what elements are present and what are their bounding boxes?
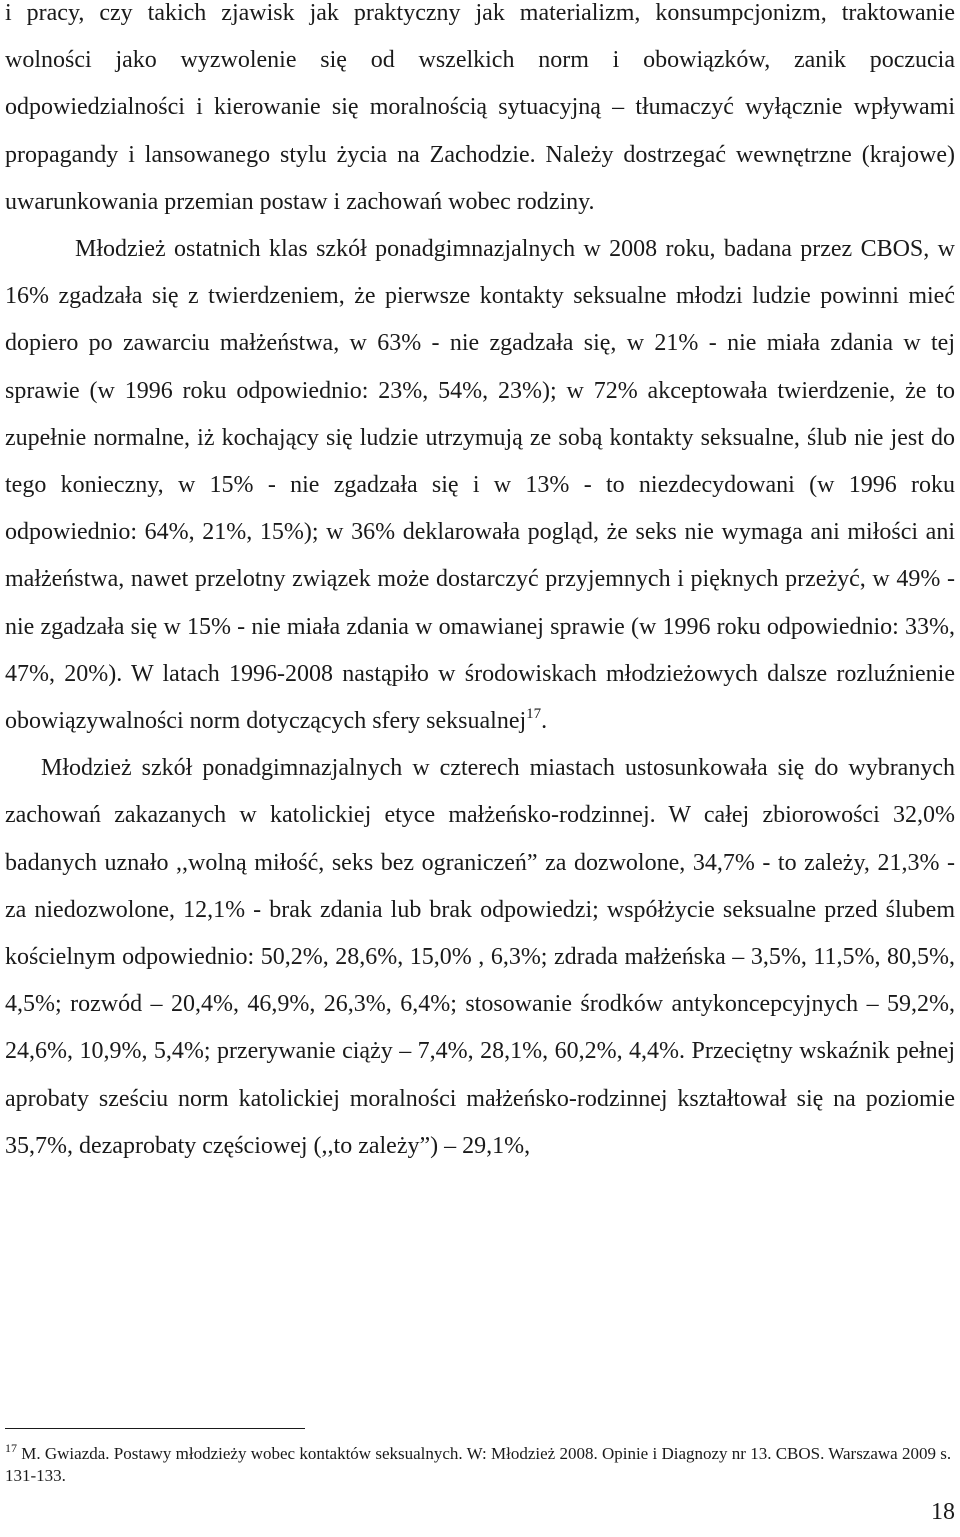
footnote-separator (5, 1428, 305, 1429)
footnote-number: 17 (5, 1441, 17, 1455)
paragraph-1-text: i pracy, czy takich zjawisk jak praktyczny jak materializm, konsumpcjonizm, traktowanie wolności jako wyzwolenie się od wszelkich norm i obowiązków, zanik poczucia odpowiedzialności i kierowanie się moralnością sytuacyjną – tłumaczyć wyłącznie wpływami propagandy i lansowanego stylu życia na Zachodzie. Należy dostrzegać wewnętrzne (krajowe) uwarunkowania przemian postaw i zachowań wobec rodziny. (5, 0, 955, 215)
paragraph-2 (5, 226, 955, 745)
page-number: 18 (931, 1499, 955, 1525)
footnote-text: M. Gwiazda. Postawy młodzieży wobec kontaktów seksualnych. W: Młodzież 2008. Opinie i Diagnozy nr 13. CBOS. Warszawa 2009 s. 131-133. (5, 1444, 952, 1485)
footnote-reference[interactable]: 17 (526, 706, 542, 723)
paragraph-3-text: Młodzież szkół ponadgimnazjalnych w czterech miastach ustosunkowała się do wybranych zachowań zakazanych w katolickiej etyce małżeńsko-rodzinnej. W całej zbiorowości 32,0% badanych uznało ,,wolną miłość, seks bez ograniczeń” za dozwolone, 34,7% - to zależy, 21,3% - za niedozwolone, 12,1% - brak zdania lub brak odpowiedzi; współżycie seksualne przed ślubem kościelnym odpowiednio: 50,2%, 28,6%, 15,0% , 6,3%; zdrada małżeńska – 3,5%, 11,5%, 80,5%, 4,5%; rozwód – 20,4%, 46,9%, 26,3%, 6,4%; stosowanie środków antykoncepcyjnych – 59,2%, 24,6%, 10,9%, 5,4%; przerywanie ciąży – 7,4%, 28,1%, 60,2%, 4,4%. Przeciętny wskaźnik pełnej aprobaty sześciu norm katolickiej moralności małżeńsko-rodzinnej kształtował się na poziomie 35,7%, dezaprobaty częściowej (,,to zależy”) – 29,1%, (5, 755, 955, 1159)
paragraph-2-text: Młodzież ostatnich klas szkół ponadgimnazjalnych w 2008 roku, badana przez CBOS, w 16% zgadzała się z twierdzeniem, że pierwsze kontakty seksualne młodzi ludzie powinni mieć dopiero po zawarciu małżeństwa, w 63% - nie zgadzała się, w 21% - nie miała zdania w tej sprawie (w 1996 roku odpowiednio: 23%, 54%, 23%); w 72% akceptowała twierdzenie, że to zupełnie normalne, iż kochający się ludzie utrzymują ze sobą kontakty seksualne, ślub nie jest do tego konieczny, w 15% - nie zgadzała się i w 13% - to niezdecydowani (w 1996 roku odpowiednio: 64%, 21%, 15%); w 36% deklarowała pogląd, że seks nie wymaga ani miłości ani małżeństwa, nawet przelotny związek może dostarczyć przyjemnych i pięknych przeżyć, w 49% - nie zgadzała się w 15% - nie miała zdania w omawianej sprawie (w 1996 roku odpowiednio: 33%, 47%, 20%). W latach 1996-2008 nastąpiło w środowiskach młodzieżowych dalsze rozluźnienie obowiązywalności norm dotyczących sfery seksualnej (5, 236, 955, 735)
body-text (5, 0, 955, 1170)
footnote (5, 1443, 955, 1487)
paragraph-1 (5, 0, 955, 226)
paragraph-3 (5, 745, 955, 1170)
paragraph-2-end: . (541, 708, 548, 735)
